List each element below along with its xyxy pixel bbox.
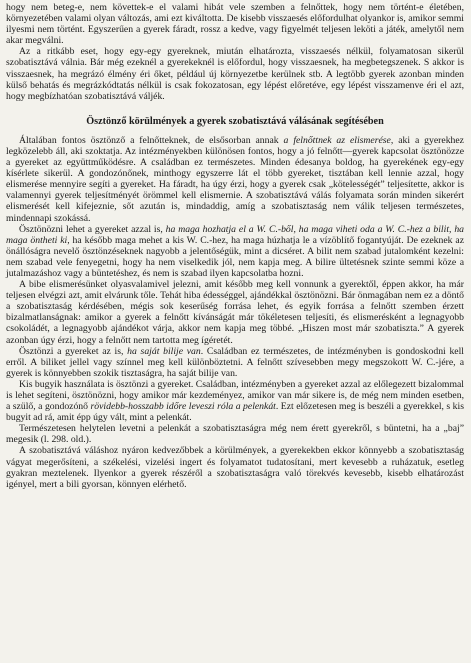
paragraph — [6, 445, 464, 489]
emphasis-text: ha saját bilije van — [127, 345, 201, 357]
section-body — [6, 135, 464, 490]
text-run: , ha később maga mehet a kis W. C.-hez, ha maga húzhatja le a vízöblítő fogantyúját. De ezeknek az önállóságra nevelő ösztönzéseknek nagyobb a jelentőségük, mint a dicséret. A bilit nem szabad jutalomként kezelni: nem szabad vele fenyegetni, hogy ha nem viselkedik jól, nem kapja meg. A bilire ültetésnek szinte semmi köze a jutalmazáshoz vagy a büntetéshez, és nem is szabad ilyen kapcsolatba hozni. — [6, 234, 464, 279]
text-run: Ösztönzi a gyereket az is, — [19, 345, 128, 357]
top-text-block — [6, 2, 464, 102]
section-heading: Ösztönző körülmények a gyerek szobatisztává válásának segítésében — [86, 115, 384, 127]
text-run: A bibe elismerésünket olyasvalamivel jelezni, amit később meg kell vonnunk a gyerektől, éppen akkor, ha már teljesen elvégzi azt, amit elvárunk tőle. Tehát hiba édességgel, ajándékkal ösztönözni. Bár önmagában nem ez a döntő a szobatisztaság kérdésében, mégis sok keserűség forrása lehet, és egyik forrása a felnőtt szemben érzett bizalmatlanságnak: amikor a gyerek a felnőtt kívánságát már tökéletesen teljesíti, és elismerésként a legnagyobb csokoládét, a legnagyobb ajándékot várja, akkor nem kapja meg többé. „Hiszen most már szobatiszta.” A gyerek azonban úgy érzi, hogy a felnőtt nem tartotta meg ígéretét. — [6, 279, 464, 346]
paragraph — [6, 224, 464, 279]
text-run: Kis bugyik használata is ösztönzi a gyereket. Családban, intézményben a gyereket azzal az előlegezett bizalommal is lehet segíteni, ösztönözni, hogy amikor már kezdeményez, amikor van már sikere is, de még nem minden esetben, a szülő, a gondozónő — [6, 378, 464, 413]
text-run: Általában fontos ösztönző a felnőtteknek, de elsősorban annak — [19, 134, 284, 146]
text-run: Ösztönözni lehet a gyereket azzal is, — [19, 223, 166, 235]
text-run: . Ezt előzetesen meg is beszéli a gyerekkel, s kis bugyit ad rá, amit épp úgy vált, mint a pelenkát. — [6, 401, 464, 424]
paragraph — [6, 423, 464, 445]
emphasis-text: a felnőttnek az elismerése — [283, 134, 391, 146]
emphasis-text: ha maga hozhatja el a W. C.-ből, ha maga viheti oda a W. C.-hez a bilit, ha maga öntheti ki — [6, 223, 465, 246]
paragraph — [6, 135, 464, 224]
paragraph — [6, 346, 464, 379]
emphasis-text: rövidebb-hosszabb időre leveszi róla a pelenkát — [90, 401, 276, 413]
paragraph — [6, 379, 464, 423]
text-run: . Családban ez természetes, de intézményben is gondoskodni kell erről. A biliket jellel vagy színnel meg kell különböztetni. A felnőtt szívesebben megy megszokott W. C.-jére, a gyerek is könnyebben szokik tisztaságra, ha saját bilije van. — [6, 345, 464, 379]
text-run: Az a ritkább eset, hogy egy-egy gyereknek, miután elhatározta, visszaesés nélkül, folyamatosan sikerül szobatisztává válnia. Bár még ezeknél a gyerekeknél is előfordul, hogy visszaesnek, ha megbetegszenek. S akkor is visszaesnek, ha megrázó élmény éri őket, például új környezetbe kerülnek stb. A legtöbb gyerek azonban minden külső behatás és megrázkódtatás nélkül is csak fokozatosan, egy lépést előretéve, egy lépést visszamenve éri el azt, hogy megbízhatóan szobatisztává váljék. — [6, 46, 464, 102]
paragraph — [6, 279, 464, 346]
text-run: , aki a gyerekhez legközelebb áll, aki szoktatja. Az intézményekben különösen fontos, hogy a jó felnőtt—gyerek kapcsolat ösztönözze a gyereket az együttműködésre. A családban ez természetes. Minden édesanya boldog, ha gyerekének egy-egy kísérlete sikerül. A gondozónőnek, minthogy egyszerre lát el több gyereket, tisztában kell lennie azzal, hogy elismerése mennyire segíti a gyereket. Ha fáradt, ha úgy érzi, hogy a gyerek csak „kötelességét” teljesítette, akkor is valamennyi gyerek teljesítményét örömmel kell elismernie. A szobatisztává válás folyamata során minden sikerért elismerését kell kifejeznie, sőt azután is, mindaddig, amíg a szobatisztaság nem válik teljesen természetes, mindennapi szokássá. — [6, 134, 464, 224]
paragraph — [6, 46, 464, 101]
paragraph — [6, 2, 464, 46]
text-run: Természetesen helytelen levetni a pelenkát a szobatisztaságra még nem érett gyerekről, s büntetni, ha a „baj” megesik (l. 298. old.). — [6, 423, 464, 446]
text-run: hogy nem beteg-e, nem követtek-e el valami hibát vele szemben a felnőttek, hogy nem történt-e életében, környezetében valami olyan változás, ami ezt kiváltotta. De kisebb visszaesés előfordulhat olyankor is, amikor semmi ilyesmi nem történt. Egyszerűen a gyerek fáradt, rossz a kedve, vagy figyelmét teljesen leköti a játék, amelytől nem akar megválni. — [6, 2, 464, 47]
text-run: A szobatisztává váláshoz nyáron kedvezőbbek a körülmények, a gyerekekben ekkor könnyebb a szobatisztaság vágyat megerősíteni, a székelési, vizelési ingert és folyamatot tudatosítani, mert kevesebb a ruházatuk, esetleg gyakran meztelenek. Ilyenkor a gyerek részéről a szobatisztaságra való törekvés kevesebb, kisebb elhatározást igényel, mert a bili gyorsan, könnyen elérhető. — [6, 445, 464, 490]
